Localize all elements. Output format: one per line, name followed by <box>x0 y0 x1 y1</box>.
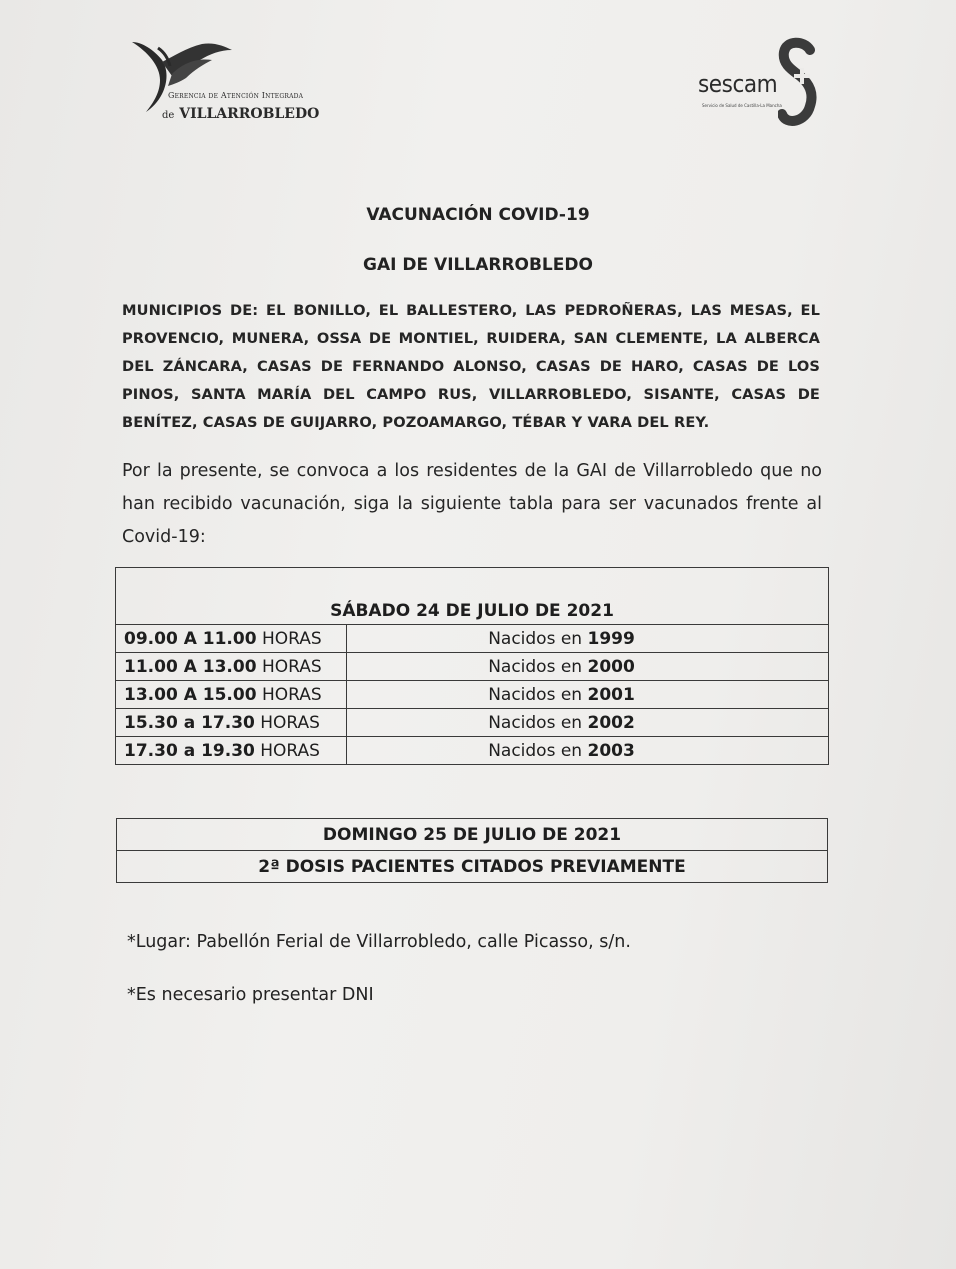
gai-logo-line2 <box>162 106 319 122</box>
intro-paragraph: Por la presente, se convoca a los residentes de la GAI de Villarrobledo que no han recibido vacunación, siga la siguiente tabla para ser vacunados frente al Covid-19: <box>122 461 822 547</box>
sescam-subtitle: Servicio de Salud de Castilla-La Mancha <box>702 103 782 108</box>
sunday-schedule-table <box>116 818 828 883</box>
document-subtitle: GAI DE VILLARROBLEDO <box>363 255 593 275</box>
gai-logo-prefix: de <box>162 110 175 121</box>
table-row <box>116 709 829 737</box>
saturday-heading: SÁBADO 24 DE JULIO DE 2021 <box>116 598 829 625</box>
time-cell: 17.30 a 19.30 HORAS <box>116 737 347 765</box>
born-cell: Nacidos en 2002 <box>347 709 829 737</box>
time-cell: 11.00 A 13.00 HORAS <box>116 653 347 681</box>
sescam-logo <box>698 36 823 131</box>
gai-logo <box>128 36 348 131</box>
gai-bird-icon <box>128 36 248 116</box>
time-cell: 13.00 A 15.00 HORAS <box>116 681 347 709</box>
dni-note: *Es necesario presentar DNI <box>127 985 374 1005</box>
saturday-schedule-table <box>115 567 829 765</box>
sunday-heading: DOMINGO 25 DE JULIO DE 2021 <box>117 819 828 851</box>
sescam-s-icon <box>778 36 818 131</box>
table-row <box>116 653 829 681</box>
gai-logo-line1: Gerencia de Atención Integrada <box>168 91 304 100</box>
born-cell: Nacidos en 2000 <box>347 653 829 681</box>
table-row <box>116 681 829 709</box>
document-title: VACUNACIÓN COVID-19 <box>366 205 590 225</box>
place-note: *Lugar: Pabellón Ferial de Villarrobledo, calle Picasso, s/n. <box>127 932 631 952</box>
time-cell: 09.00 A 11.00 HORAS <box>116 625 347 653</box>
gai-logo-name: VILLARROBLEDO <box>179 106 320 122</box>
table-row <box>116 737 829 765</box>
sunday-detail: 2ª DOSIS PACIENTES CITADOS PREVIAMENTE <box>117 851 828 883</box>
table-row <box>116 625 829 653</box>
born-cell: Nacidos en 1999 <box>347 625 829 653</box>
born-cell: Nacidos en 2001 <box>347 681 829 709</box>
time-cell: 15.30 a 17.30 HORAS <box>116 709 347 737</box>
table-blank-row <box>116 568 829 599</box>
sescam-wordmark: sescam <box>698 70 778 98</box>
born-cell: Nacidos en 2003 <box>347 737 829 765</box>
municipios-list: MUNICIPIOS DE: EL BONILLO, EL BALLESTERO, LAS PEDROÑERAS, LAS MESAS, EL PROVENCIO, MUNERA, OSSA DE MONTIEL, RUIDERA, SAN CLEMENTE, LA ALBERCA DEL ZÁNCARA, CASAS DE FERNANDO ALONSO, CASAS DE HARO, CASAS DE LOS PINOS, SANTA MARÍA DEL CAMPO RUS, VILLARROBLEDO, SISANTE, CASAS DE BENÍTEZ, CASAS DE GUIJARRO, POZOAMARGO, TÉBAR Y VARA DEL REY. <box>122 302 820 431</box>
